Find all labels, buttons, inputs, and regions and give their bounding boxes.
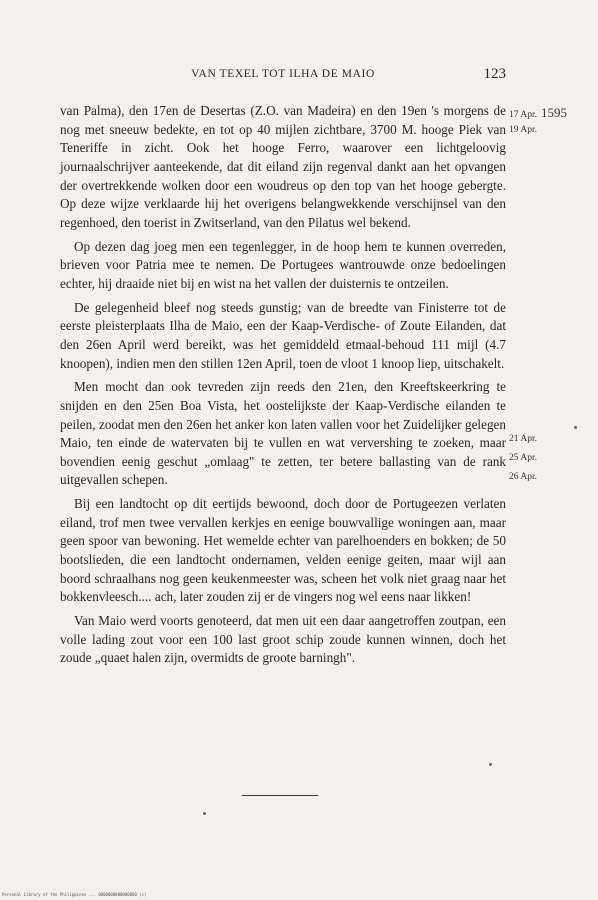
paragraph-3: De gelegenheid bleef nog steeds gunstig; van de breedte van Finisterre tot de eerste pleisterplaats Ilha de Maio, een der Kaap-Verdische- of Zoute Eilanden, dat den 26en April werd bereikt, was het gemiddeld etmaal-behoud 111 mijl (4.7 knoopen), indien men den stillen 12en April, toen de vloot 1 knoop liep, uitschakelt. — [60, 299, 506, 371]
margin-note-21-apr — [509, 434, 537, 444]
margin-note-17-apr — [509, 105, 567, 121]
margin-note-date: 25 Apr. — [509, 453, 537, 463]
paragraph-6: Van Maio werd voorts genoteerd, dat men uit een daar aangetroffen zoutpan, een volle lading zout voor een 100 last groot schip zoude kunnen winnen, doch het zoude „quaet halen zijn, overmidts de groote barningh". — [60, 613, 506, 666]
page-number: 123 — [483, 66, 506, 82]
margin-note-date: 26 Apr. — [509, 472, 537, 482]
margin-note-26-apr — [509, 472, 537, 482]
paragraph-5: Bij een landtocht op dit eertijds bewoond, doch door de Portugeezen verlaten eiland, trof men twee vervallen kerkjes en eenige bouwvallige woningen aan, maar geen spoor van bewoning. Het wemelde echter van parelhoenders en bokken; de 50 bootslieden, die een landtocht ondernamen, velden eenige geiten, maar wijl aan boord schraalhans nog geen keukenmeester was, scheen het volk niet graag naar het bokkenvleesch.... ach, later zouden zij er de vingers nog wel eens naar likken! — [60, 496, 506, 605]
body-text — [60, 102, 506, 673]
print-speck — [489, 763, 492, 766]
running-title: VAN TEXEL TOT ILHA DE MAIO — [191, 68, 375, 80]
scan-footer: Personal Library of the Philippines ... 0000000000000000 (c) — [2, 892, 147, 897]
margin-note-19-apr — [509, 125, 537, 135]
paragraph-1: van Palma), den 17en de Desertas (Z.O. van Madeira) en den 19en 's morgens de nog met sneeuw bedekte, en tot op 40 mijlen zichtbare, 3700 M. hooge Piek van Teneriffe in zicht. Ook het hooge Ferro, waarover een lichtgeloovig journaalschrijver aanteekende, dat dit eiland zijn regenval dankt aan het opvangen der overtrekkende wolken door een woudreus op den top van het hooge gebergte. Op deze wijze verklaarde hij het overigens belangwekkende verschijnsel van den regenhoed, den toerist in Zwitserland, van den Pilatus wel bekend. — [60, 103, 506, 230]
closing-rule — [242, 795, 318, 796]
margin-note-date: 21 Apr. — [509, 434, 537, 444]
margin-note-date: 17 Apr. — [509, 110, 537, 120]
margin-note-year: 1595 — [540, 105, 567, 120]
margin-note-date: 19 Apr. — [509, 125, 537, 135]
paragraph-4: Men mocht dan ook tevreden zijn reeds den 21en, den Kreeftskeerkring te snijden en den 25en Boa Vista, het oostelijkste der Kaap-Verdische eilanden te peilen, zoodat men den 26en het anker kon laten vallen voor het Zuidelijker gelegen Maio, ten einde de watervaten bij te vullen en wat ververshing te zoeken, maar bovendien eenig geschut „omlaag" te zetten, ter betere ballasting van de rank uitgevallen schepen. — [60, 379, 506, 488]
paragraph-2: Op dezen dag joeg men een tegenlegger, in de hoop hem te kunnen overreden, brieven voor Patria mee te nemen. De Portugees wantrouwde onze bedoelingen echter, hij draaide niet bij en wist na het vallen der duisternis te ontzeilen. — [60, 238, 506, 291]
print-speck — [203, 812, 206, 815]
running-head — [60, 66, 506, 86]
print-speck — [574, 426, 577, 429]
margin-note-25-apr — [509, 453, 537, 463]
